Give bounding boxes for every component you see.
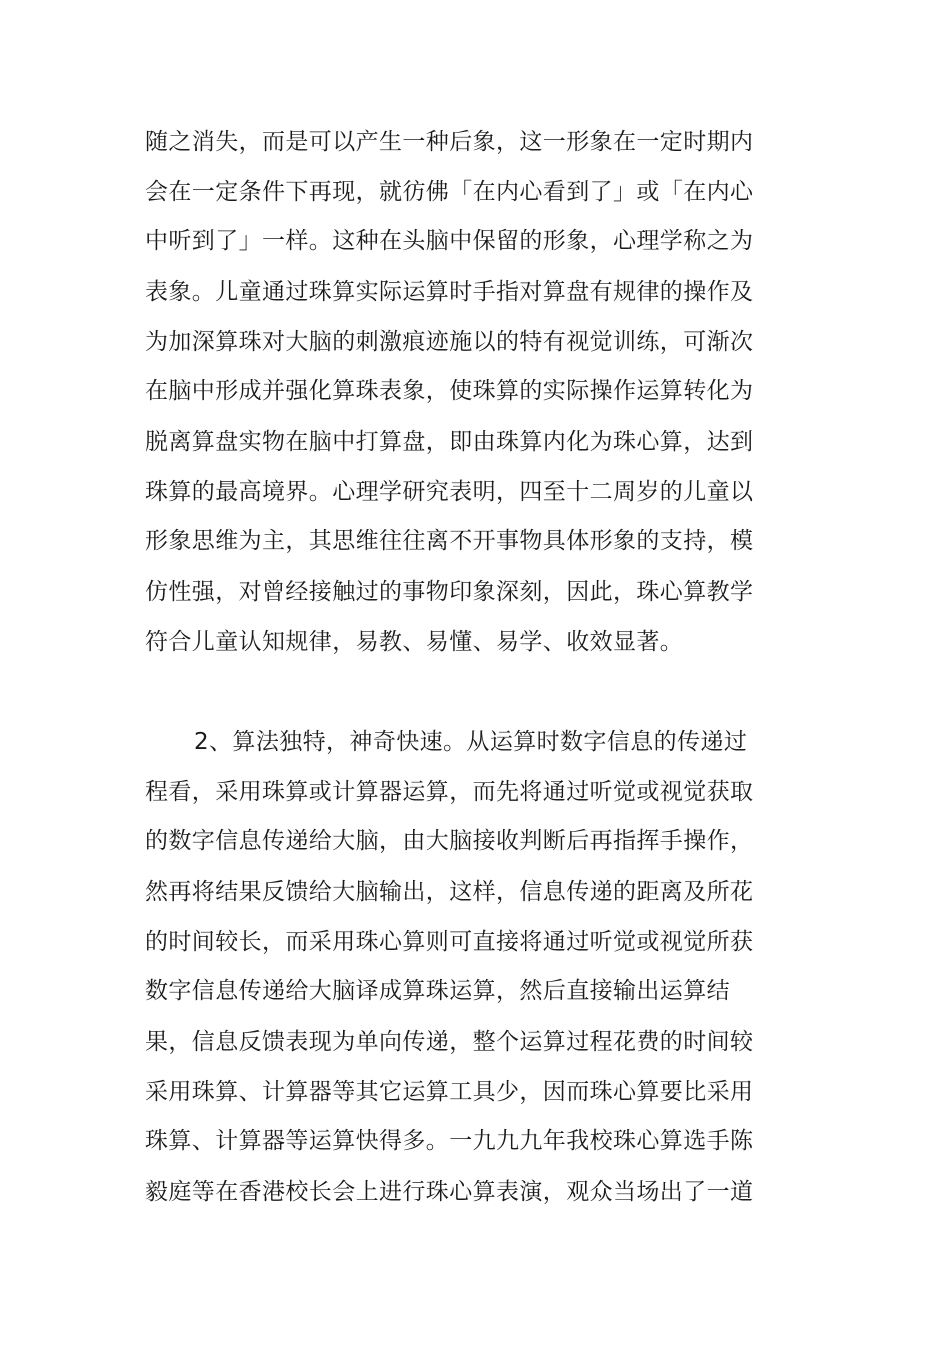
paragraph-2-line-8: 采用珠算、计算器等其它运算工具少，因而珠心算要比采用: [145, 1079, 754, 1105]
paragraph-2-line-5: 的时间较长，而采用珠心算则可直接将通过听觉或视觉所获: [145, 929, 754, 955]
paragraph-1-line-7: 脱离算盘实物在脑中打算盘，即由珠算内化为珠心算，达到: [145, 429, 754, 455]
paragraph-2-line-2: 程看，采用珠算或计算器运算，而先将通过听觉或视觉获取: [145, 779, 754, 805]
paragraph-2-line-3: 的数字信息传递给大脑，由大脑接收判断后再指挥手操作，: [145, 828, 754, 854]
paragraph-2-line-10: 毅庭等在香港校长会上进行珠心算表演，观众当场出了一道: [145, 1179, 754, 1205]
paragraph-1-line-4: 表象。儿童通过珠算实际运算时手指对算盘有规律的操作及: [145, 279, 754, 305]
paragraph-1-line-8: 珠算的最高境界。心理学研究表明，四至十二周岁的儿童以: [145, 479, 754, 505]
paragraph-2-line-1: 2、算法独特，神奇快速。从运算时数字信息的传递过: [194, 729, 748, 755]
paragraph-1-line-5: 为加深算珠对大脑的刺激痕迹施以的特有视觉训练，可渐次: [145, 329, 754, 355]
paragraph-1-line-9: 形象思维为主，其思维往往离不开事物具体形象的支持，模: [145, 528, 754, 554]
paragraph-2-line-9: 珠算、计算器等运算快得多。一九九九年我校珠心算选手陈: [145, 1128, 754, 1154]
paragraph-1-line-3: 中听到了」一样。这种在头脑中保留的形象，心理学称之为: [145, 228, 754, 254]
paragraph-2-line-4: 然再将结果反馈给大脑输出，这样，信息传递的距离及所花: [145, 879, 754, 905]
paragraph-1-line-1: 随之消失，而是可以产生一种后象，这一形象在一定时期内: [145, 129, 754, 155]
paragraph-2-line-6: 数字信息传递给大脑译成算珠运算，然后直接输出运算结: [145, 978, 730, 1004]
paragraph-2-line-7: 果，信息反馈表现为单向传递，整个运算过程花费的时间较: [145, 1029, 754, 1055]
paragraph-1-line-11: 符合儿童认知规律，易教、易懂、易学、收效显著。: [145, 629, 684, 655]
paragraph-1-line-2: 会在一定条件下再现，就彷佛「在内心看到了」或「在内心: [145, 179, 754, 205]
paragraph-1-line-10: 仿性强，对曾经接触过的事物印象深刻，因此，珠心算教学: [145, 579, 754, 605]
paragraph-1-line-6: 在脑中形成并强化算珠表象，使珠算的实际操作运算转化为: [145, 378, 754, 404]
